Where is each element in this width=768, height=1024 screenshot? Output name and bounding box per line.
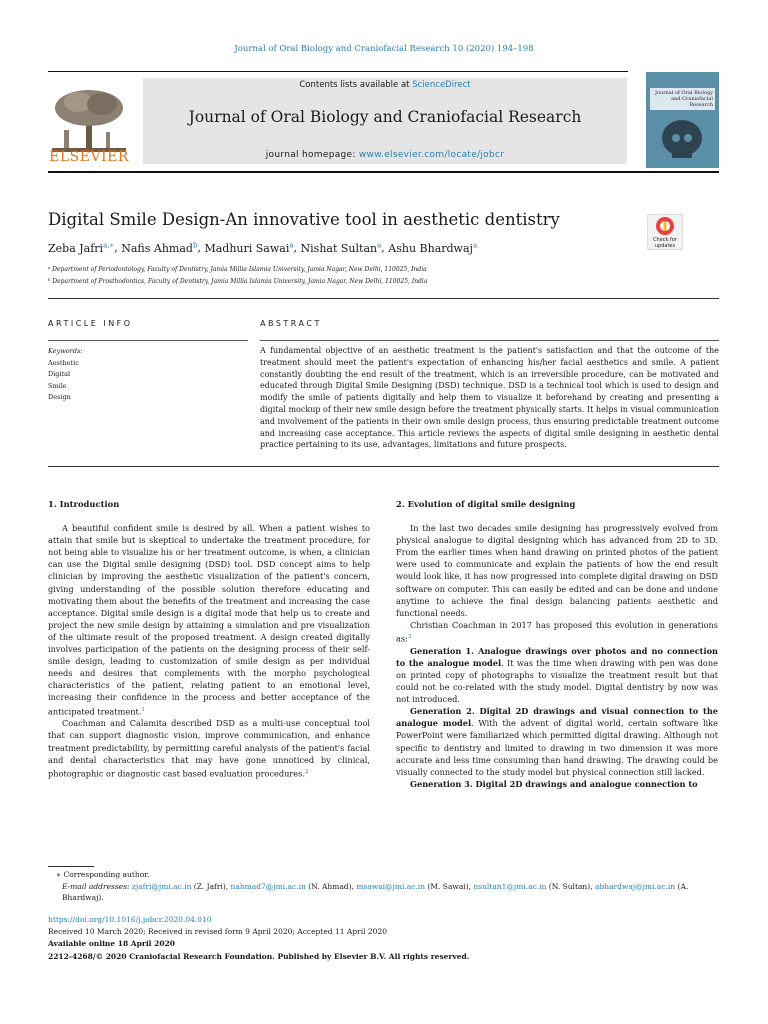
paragraph: Generation 1. Analogue drawings over photos and no connection to the analogue model. It was the time when drawing with pen was done on printed copy of photographs to visualize the treatment result but that could not be co-related with the study model. Digital dentistry by now was not introduced. — [396, 645, 718, 705]
paragraph: Coachman and Calamita described DSD as a multi-use conceptual tool that can support diagnostic vision, improve communication, and enhance treatment predictability, by permitting careful analysis of the patient's facial and dental characteristics that may have gone unnoticed by clinical, photographic or diagnostic cast based evaluation procedures.$^2$ — [48, 718, 370, 779]
email-addresses: E-mail addresses: zjafri@jmi.ac.in (Z. Jafri), nahmad7@jmi.ac.in (N. Ahmad), msawai@jmi.ac.in (M. Sawai), nsultan1@jmi.ac.in (N. Sultan), abhardwaj@jmi.ac.in (A. Bhardwaj). — [62, 882, 689, 902]
crossmark-label: Check for updates — [653, 237, 677, 249]
author[interactable]: Ashu Bhardwaj$^a$ — [388, 241, 478, 255]
evolution-section — [396, 498, 718, 790]
paragraph: Generation 3. Digital 2D drawings and analogue connection to — [410, 778, 698, 789]
introduction-section — [48, 498, 370, 780]
keywords-block — [48, 346, 82, 404]
email-link[interactable]: zjafri@jmi.ac.in — [131, 882, 192, 891]
keywords-label: Keywords: — [48, 347, 83, 355]
elsevier-wordmark: ELSEVIER — [49, 149, 129, 165]
email-link[interactable]: msawai@jmi.ac.in — [356, 882, 426, 891]
abstract-text: A fundamental objective of an aesthetic treatment is the patient's satisfaction and that the outcome of the treatment should meet the patient's expectation of enhancing his/her facial aesthetics and smile. A patient constantly doubting the end result of the treatment, which is an irreversible procedure, can be motivated and educated through Digital Smile Designing (DSD) technique. DSD is a technical tool which is used to design and modify the smile of patients digitally and help them to visualize it beforehand by creating and presenting a digital mockup of their new smile design before the treatment physically starts. It helps in visual communication and involvement of the patients in their own smile design process, thus ensuring predictable treatment outcome and increasing case acceptance. This article reviews the aspects of digital smile designing in aesthetic dental practice pertaining to its use, advantages, limitations and future prospects. — [260, 346, 719, 450]
author[interactable]: Zeba Jafri$^{a,∗}$ — [48, 241, 115, 255]
author[interactable]: Nafis Ahmad$^b$ — [121, 241, 198, 255]
paragraph: Generation 2. Digital 2D drawings and visual connection to the analogue model. With the advent of digital world, certain software like PowerPoint were familiarized which permitted digital drawing. Although not specific to dentistry and limited to drawing in two dimension it was more accurate and less time consuming than hand drawing. The drawing could be visually connected to the study model but physical connection still lacked. — [396, 706, 718, 777]
author-list: Zeba Jafri$^{a,∗}$, Nafis Ahmad$^b$, Madhuri Sawai$^a$, Nishat Sultan$^a$, Ashu Bhardwaj$^a$ — [48, 241, 478, 255]
sciencedirect-link[interactable]: ScienceDirect — [412, 80, 471, 90]
keyword: Aesthetic — [48, 358, 79, 367]
available-online: Available online 18 April 2020 — [48, 939, 176, 948]
journal-homepage: journal homepage: www.elsevier.com/locate/jobcr — [265, 150, 505, 160]
cover-title: Journal of Oral Biology and Craniofacial Research — [650, 88, 715, 110]
header-top-rule — [48, 71, 628, 72]
divider — [48, 340, 248, 341]
doi-link[interactable]: https://doi.org/10.1016/j.jobcr.2020.04.010 — [48, 915, 212, 924]
keyword: Smile — [48, 381, 67, 390]
section-heading: 1. Introduction — [48, 499, 120, 509]
paragraph: A beautiful confident smile is desired by all. When a patient wishes to attain that smile but is skeptical to undertake the treatment procedure, for not being able to visualize his or her treatment outcome, is when, a clinician can use the Digital smile designing (DSD) tool. DSD concept aims to help clinician by improving the aesthetic visualization of the patient's concern, giving understanding of the possible solution therefore educating and motivating them about the benefits of the treatment and increasing the case acceptance. Digital smile design is a digital mode that help us to create and project the new smile design by attaining a simulation and pre visualization of the ultimate result of the proposed treatment. A design created digitally involves participation of the patients on the designing process of their self-smile design, leading to customization of smile design as per individual needs and desires that complements with the morpho psychological characteristics of the patient, relating patient to an emotional level, increasing their confidence in the process and better acceptance of the anticipated treatment.$^1$ — [48, 523, 370, 717]
homepage-link[interactable]: www.elsevier.com/locate/jobcr — [358, 150, 505, 160]
article-info-heading: ARTICLE INFO — [48, 319, 133, 328]
contents-line: Contents lists available at ScienceDirect — [299, 80, 471, 90]
reference-link[interactable]: 3 — [407, 633, 412, 640]
paragraph: Christian Coachman in 2017 has proposed this evolution in generations as:$^3$ — [396, 619, 718, 644]
journal-cover-thumbnail — [646, 72, 719, 168]
journal-citation: Journal of Oral Biology and Craniofacial Research 10 (2020) 194–198 — [234, 44, 534, 54]
abstract-heading: ABSTRACT — [260, 319, 322, 328]
author[interactable]: Nishat Sultan$^a$ — [300, 241, 382, 255]
email-link[interactable]: abhardwaj@jmi.ac.in — [594, 882, 676, 891]
reference-link[interactable]: 2 — [304, 768, 309, 775]
journal-title: Journal of Oral Biology and Craniofacial Research — [188, 108, 582, 126]
received-dates: Received 10 March 2020; Received in revised form 9 April 2020; Accepted 11 April 2020 — [48, 927, 387, 936]
skull-image-icon — [654, 116, 710, 164]
affiliation: ᵇ Department of Prosthodontics, Faculty of Dentistry, Jamia Millia Islamia University, Jamia Nagar, New Delhi, 110025, India — [48, 278, 428, 285]
copyright: 2212-4268/© 2020 Craniofacial Research Foundation. Published by Elsevier B.V. All rights reserved. — [48, 952, 470, 961]
affiliation: ᵃ Department of Periodontology, Faculty of Dentistry, Jamia Millia Islamia University, Jamia Nagar, New Delhi, 110025, India — [48, 266, 427, 273]
paper-title: Digital Smile Design-An innovative tool in aesthetic dentistry — [48, 210, 560, 229]
footnote-rule — [48, 866, 94, 867]
divider — [260, 340, 719, 341]
email-link[interactable]: nsultan1@jmi.ac.in — [473, 882, 547, 891]
section-heading: 2. Evolution of digital smile designing — [396, 499, 576, 509]
keyword: Digital — [48, 370, 71, 378]
header-bottom-rule — [48, 171, 719, 173]
paragraph: In the last two decades smile designing has progressively evolved from physical analogue to digital designing which has advanced from 2D to 3D. From the earlier times when hand drawing on printed photos of the patient were used to communicate and explain the patients of how the end result would look like, it has now progressed into complete digital drawing on DSD software on computer. This can easily be edited and can be done and undone anytime to achieve the final design balancing patients aesthetic and functional needs. — [396, 523, 718, 618]
divider — [48, 298, 719, 299]
email-link[interactable]: nahmad7@jmi.ac.in — [230, 882, 306, 891]
divider — [48, 466, 719, 467]
reference-link[interactable]: 1 — [141, 706, 145, 713]
author[interactable]: Madhuri Sawai$^a$ — [204, 241, 294, 255]
keyword: Design — [48, 393, 71, 401]
corresponding-note: ∗ Corresponding author. — [56, 870, 150, 879]
